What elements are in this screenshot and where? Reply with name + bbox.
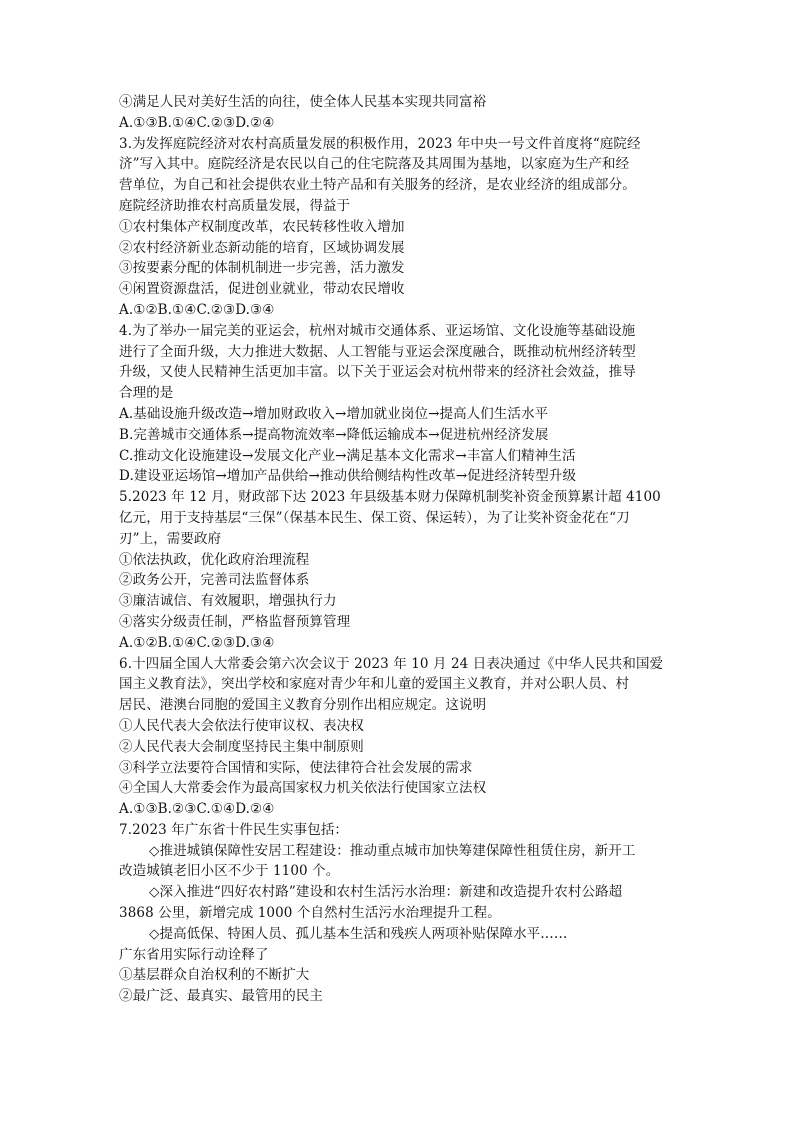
text-line: 庭院经济助推农村高质量发展，得益于 bbox=[119, 197, 351, 214]
statement-4: ④全国人大常委会作为最高国家权力机关依法行使国家立法权 bbox=[119, 780, 487, 797]
answer-options: A.①②B.①④C.②③D.③④ bbox=[119, 634, 275, 651]
option-b: B.完善城市交通体系→提高物流效率→降低运输成本→促进杭州经济发展 bbox=[119, 426, 549, 443]
bullet-item: ◇推进城镇保障性安居工程建设：推动重点城市加快筹建保障性租赁住房，新开工 bbox=[149, 842, 636, 859]
question-3-stem: 3.为发挥庭院经济对农村高质量发展的积极作用，2023 年中央一号文件首度将“庭院经 bbox=[119, 135, 641, 152]
statement-3: ③按要素分配的体制机制进一步完善，活力激发 bbox=[119, 260, 405, 277]
text-line: 刃”上，需要政府 bbox=[119, 530, 222, 547]
statement-4: ④闲置资源盘活，促进创业就业，带动农民增收 bbox=[119, 281, 405, 298]
text-line: 3868 公里，新增完成 1000 个自然村生活污水治理提升工程。 bbox=[119, 905, 501, 922]
text-line: 进行了全面升级，大力推进大数据、人工智能与亚运会深度融合，既推动杭州经济转型 bbox=[119, 343, 636, 360]
text-line: 合理的是 bbox=[119, 385, 174, 402]
text-line: 居民、港澳台同胞的爱国主义教育分别作出相应规定。这说明 bbox=[119, 697, 487, 714]
statement-1: ①依法执政，优化政府治理流程 bbox=[119, 551, 310, 568]
text-line: 营单位，为自己和社会提供农业土特产品和有关服务的经济，是农业经济的组成部分。 bbox=[119, 177, 636, 194]
option-d: D.建设亚运场馆→增加产品供给→推动供给侧结构性改革→促进经济转型升级 bbox=[119, 468, 577, 485]
text-line: ④满足人民对美好生活的向往，使全体人民基本实现共同富裕 bbox=[119, 94, 487, 110]
answer-options: A.①②B.①④C.②③D.③④ bbox=[119, 301, 275, 318]
document-page bbox=[119, 92, 679, 1007]
question-5-stem: 5.2023 年 12 月，财政部下达 2023 年县级基本财力保障机制奖补资金预算累计超 4100 bbox=[119, 489, 661, 506]
option-a: A.基础设施升级改造→增加财政收入→增加就业岗位→提高人们生活水平 bbox=[119, 405, 549, 422]
statement-1: ①基层群众自治权利的不断扩大 bbox=[119, 967, 310, 984]
statement-2: ②最广泛、最真实、最管用的民主 bbox=[119, 988, 323, 1005]
statement-3: ③科学立法要符合国情和实际，使法律符合社会发展的需求 bbox=[119, 759, 473, 776]
statement-2: ②农村经济新业态新动能的培育，区域协调发展 bbox=[119, 239, 405, 256]
bullet-item: ◇提高低保、特困人员、孤儿基本生活和残疾人两项补贴保障水平…… bbox=[149, 925, 568, 942]
statement-1: ①人民代表大会依法行使审议权、表决权 bbox=[119, 717, 364, 734]
question-6-stem: 6.十四届全国人大常委会第六次会议于 2023 年 10 月 24 日表决通过《中华人民共和国爱 bbox=[119, 655, 664, 672]
text-line: 升级，又使人民精神生活更加丰富。以下关于亚运会对杭州带来的经济社会效益，推导 bbox=[119, 364, 636, 381]
statement-3: ③廉洁诚信、有效履职，增强执行力 bbox=[119, 593, 337, 610]
text-line: 国主义教育法》，突出学校和家庭对青少年和儿童的爱国主义教育，并对公职人员、村 bbox=[119, 676, 630, 693]
statement-2: ②政务公开，完善司法监督体系 bbox=[119, 572, 310, 589]
answer-options: A.①③B.①④C.②③D.②④ bbox=[119, 114, 275, 131]
question-7-stem: 7.2023 年广东省十件民生实事包括： bbox=[119, 821, 349, 838]
text-line: 亿元，用于支持基层“三保”（保基本民生、保工资、保运转），为了让奖补资金花在“刀 bbox=[119, 509, 630, 526]
question-4-stem: 4.为了举办一届完美的亚运会，杭州对城市交通体系、亚运场馆、文化设施等基础设施 bbox=[119, 322, 636, 339]
statement-2: ②人民代表大会制度坚持民主集中制原则 bbox=[119, 738, 364, 755]
answer-options: A.①③B.②③C.①④D.②④ bbox=[119, 801, 275, 818]
option-c: C.推动文化设施建设→发展文化产业→满足基本文化需求→丰富人们精神生活 bbox=[119, 447, 576, 464]
statement-4: ④落实分级责任制，严格监督预算管理 bbox=[119, 613, 351, 630]
bullet-item: ◇深入推进“四好农村路”建设和农村生活污水治理：新建和改造提升农村公路超 bbox=[149, 884, 623, 901]
text-line: 改造城镇老旧小区不少于 1100 个。 bbox=[119, 863, 340, 880]
text-line: 广东省用实际行动诠释了 bbox=[119, 946, 269, 963]
statement-1: ①农村集体产权制度改革，农民转移性收入增加 bbox=[119, 218, 405, 235]
text-line: 济”写入其中。庭院经济是农民以自己的住宅院落及其周围为基地，以家庭为生产和经 bbox=[119, 156, 630, 173]
